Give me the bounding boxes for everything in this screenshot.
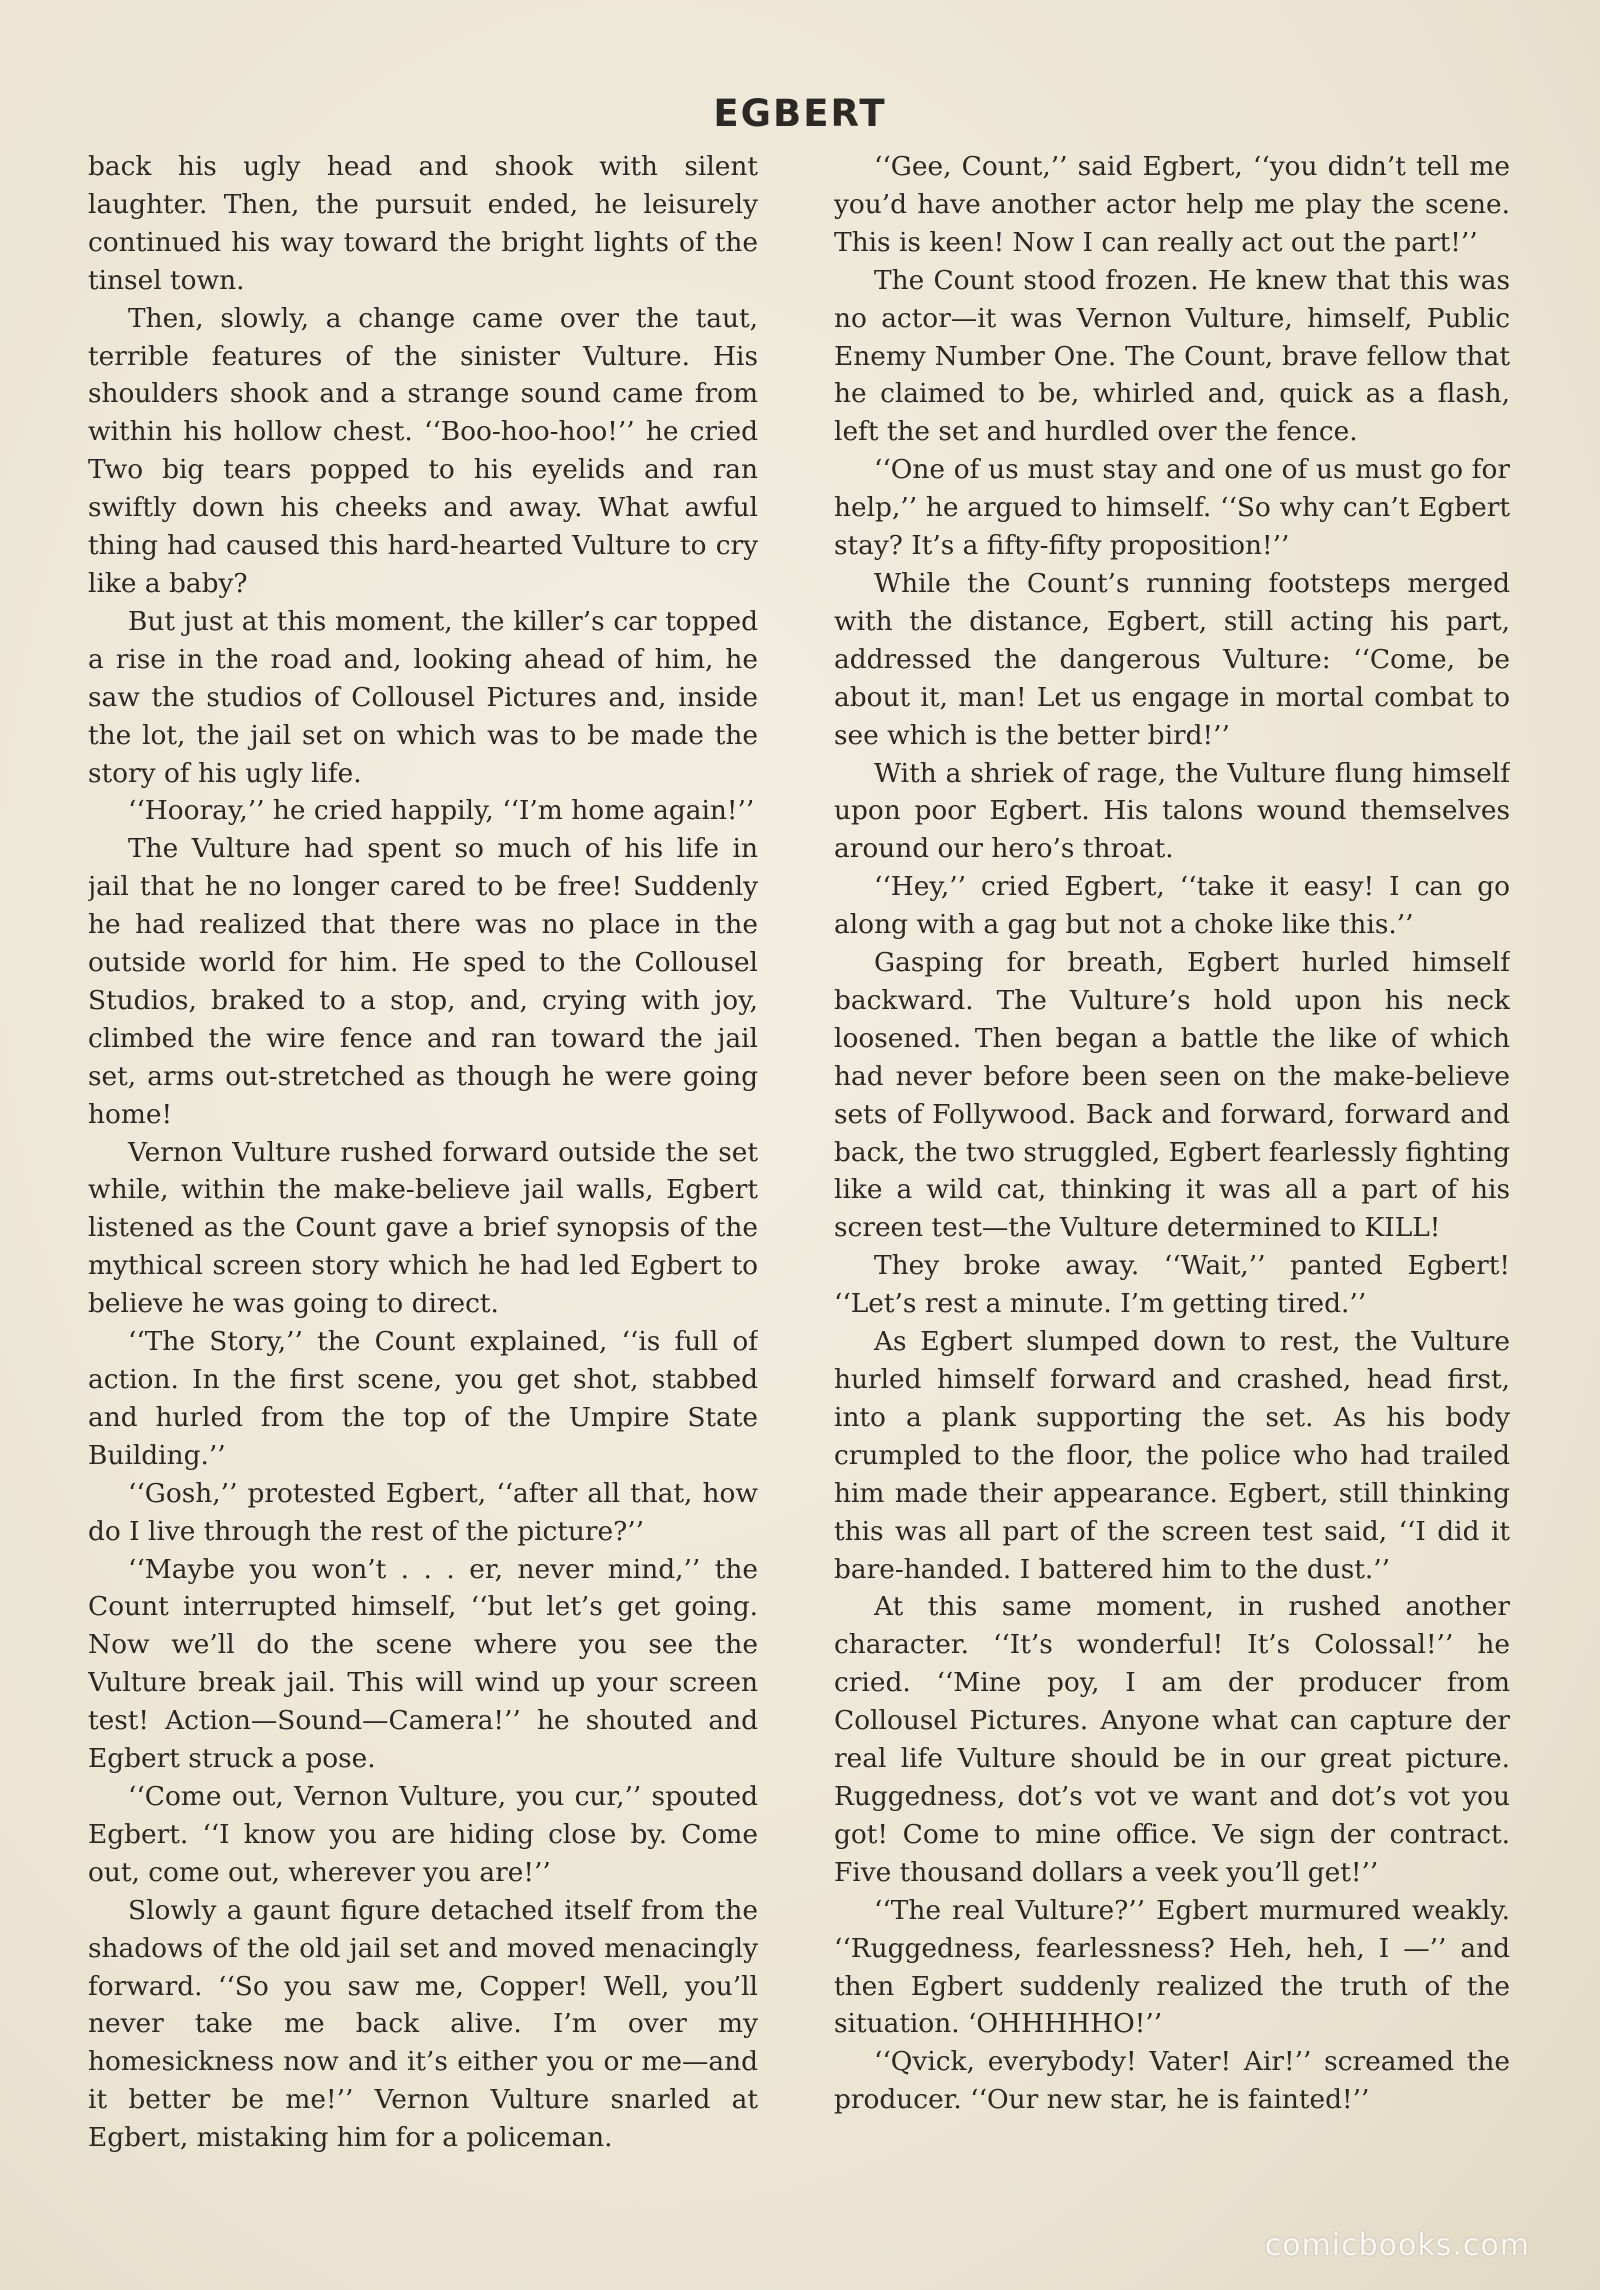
paragraph: back his ugly head and shook with silent laughter. Then, the pursuit ended, he leisurely continued his way toward the bright lights of the tinsel town. [88, 151, 758, 296]
paragraph: The Vulture had spent so much of his life in jail that he no longer cared to be free! Suddenly he had realized that there was no place in the outside world for him. He sped to the Collousel Studios, braked to a stop, and, crying with joy, climbed the wire fence and ran toward the jail set, arms out-stretched as though he were going home! [88, 833, 758, 1130]
paragraph: ‘‘The Story,’’ the Count explained, ‘‘is full of action. In the first scene, you get shot, stabbed and hurled from the top of the Umpire State Building.’’ [88, 1326, 758, 1471]
paragraph: The Count stood frozen. He knew that this was no actor—it was Vernon Vulture, himself, Public Enemy Number One. The Count, brave fellow that he claimed to be, whirled and, quick as a flash, left the set and hurdled over the fence. [834, 264, 1510, 448]
paragraph: While the Count’s running footsteps merged with the distance, Egbert, still acting his part, addressed the dangerous Vulture: ‘‘Come, be about it, man! Let us engage in mortal combat to see which is the better bird!’’ [834, 567, 1510, 751]
watermark: comicbooks.com [1264, 2228, 1530, 2263]
left-column [88, 148, 758, 2198]
paragraph: With a shriek of rage, the Vulture flung himself upon poor Egbert. His talons wound themselves around our hero’s throat. [834, 757, 1510, 865]
paragraph: ‘‘Hey,’’ cried Egbert, ‘‘take it easy! I can go along with a gag but not a choke like this.’’ [834, 871, 1510, 941]
paragraph: ‘‘Hooray,’’ he cried happily, ‘‘I’m home again!’’ [128, 795, 755, 827]
paragraph: ‘‘Gee, Count,’’ said Egbert, ‘‘you didn’t tell me you’d have another actor help me play the scene. This is keen! Now I can really act out the part!’’ [834, 151, 1510, 258]
paragraph: ‘‘One of us must stay and one of us must go for help,’’ he argued to himself. ‘‘So why can’t Egbert stay? It’s a fifty-fifty proposition!’’ [834, 454, 1510, 562]
paragraph: Gasping for breath, Egbert hurled himself backward. The Vulture’s hold upon his neck loosened. Then began a battle the like of which had never before been seen on the make-believe sets of Follywood. Back and forward, forward and back, the two struggled, Egbert fearlessly fighting like a wild cat, thinking it was all a part of his screen test—the Vulture determined to KILL! [834, 947, 1510, 1244]
paragraph: ‘‘Gosh,’’ protested Egbert, ‘‘after all that, how do I live through the rest of the picture?’’ [88, 1477, 758, 1547]
paragraph: Then, slowly, a change came over the taut, terrible features of the sinister Vulture. His shoulders shook and a strange sound came from within his hollow chest. ‘‘Boo-hoo-hoo!’’ he cried Two big tears popped to his eyelids and ran swiftly down his cheeks and away. What awful thing had caused this hard-hearted Vulture to cry like a baby? [88, 302, 758, 599]
paragraph: Slowly a gaunt figure detached itself from the shadows of the old jail set and moved menacingly forward. ‘‘So you saw me, Copper! Well, you’ll never take me back alive. I’m over my homesickness now and it’s either you or me—and it better be me!’’ Vernon Vulture snarled at Egbert, mistaking him for a policeman. [88, 1894, 758, 2154]
paragraph: As Egbert slumped down to rest, the Vulture hurled himself forward and crashed, head first, into a plank supporting the set. As his body crumpled to the floor, the police who had trailed him made their appearance. Egbert, still thinking this was all part of the screen test said, ‘‘I did it bare-handed. I battered him to the dust.’’ [834, 1326, 1510, 1585]
paragraph: ‘‘Qvick, everybody! Vater! Air!’’ screamed the producer. ‘‘Our new star, he is fainted!’’ [834, 2046, 1510, 2116]
paragraph: At this same moment, in rushed another character. ‘‘It’s wonderful! It’s Colossal!’’ he cried. ‘‘Mine poy, I am der producer from Collousel Pictures. Anyone what can capture der real life Vulture should be in our great picture. Ruggedness, dot’s vot ve want and dot’s vot you got! Come to mine office. Ve sign der contract. Five thousand dollars a veek you’ll get!’’ [834, 1591, 1510, 1888]
paragraph: ‘‘The real Vulture?’’ Egbert murmured weakly. ‘‘Ruggedness, fearlessness? Heh, heh, I —’’ and then Egbert suddenly realized the truth of the situation. ‘OHHHHHO!’’ [834, 1894, 1510, 2040]
paragraph: But just at this moment, the killer’s car topped a rise in the road and, looking ahead of him, he saw the studios of Collousel Pictures and, inside the lot, the jail set on which was to be made the story of his ugly life. [88, 605, 758, 789]
paragraph: Vernon Vulture rushed forward outside the set while, within the make-believe jail walls, Egbert listened as the Count gave a brief synopsis of the mythical screen story which he had led Egbert to believe he was going to direct. [88, 1136, 758, 1320]
paragraph: ‘‘Maybe you won’t . . . er, never mind,’’ the Count interrupted himself, ‘‘but let’s get going. Now we’ll do the scene where you see the Vulture break jail. This will wind up your screen test! Action—Sound—Camera!’’ he shouted and Egbert struck a pose. [88, 1553, 758, 1775]
paragraph: ‘‘Come out, Vernon Vulture, you cur,’’ spouted Egbert. ‘‘I know you are hiding close by. Come out, come out, wherever you are!’’ [88, 1780, 758, 1888]
paragraph: They broke away. ‘‘Wait,’’ panted Egbert! ‘‘Let’s rest a minute. I’m getting tired.’’ [834, 1250, 1510, 1320]
page-title: EGBERT [713, 92, 887, 135]
right-column [834, 148, 1510, 2198]
